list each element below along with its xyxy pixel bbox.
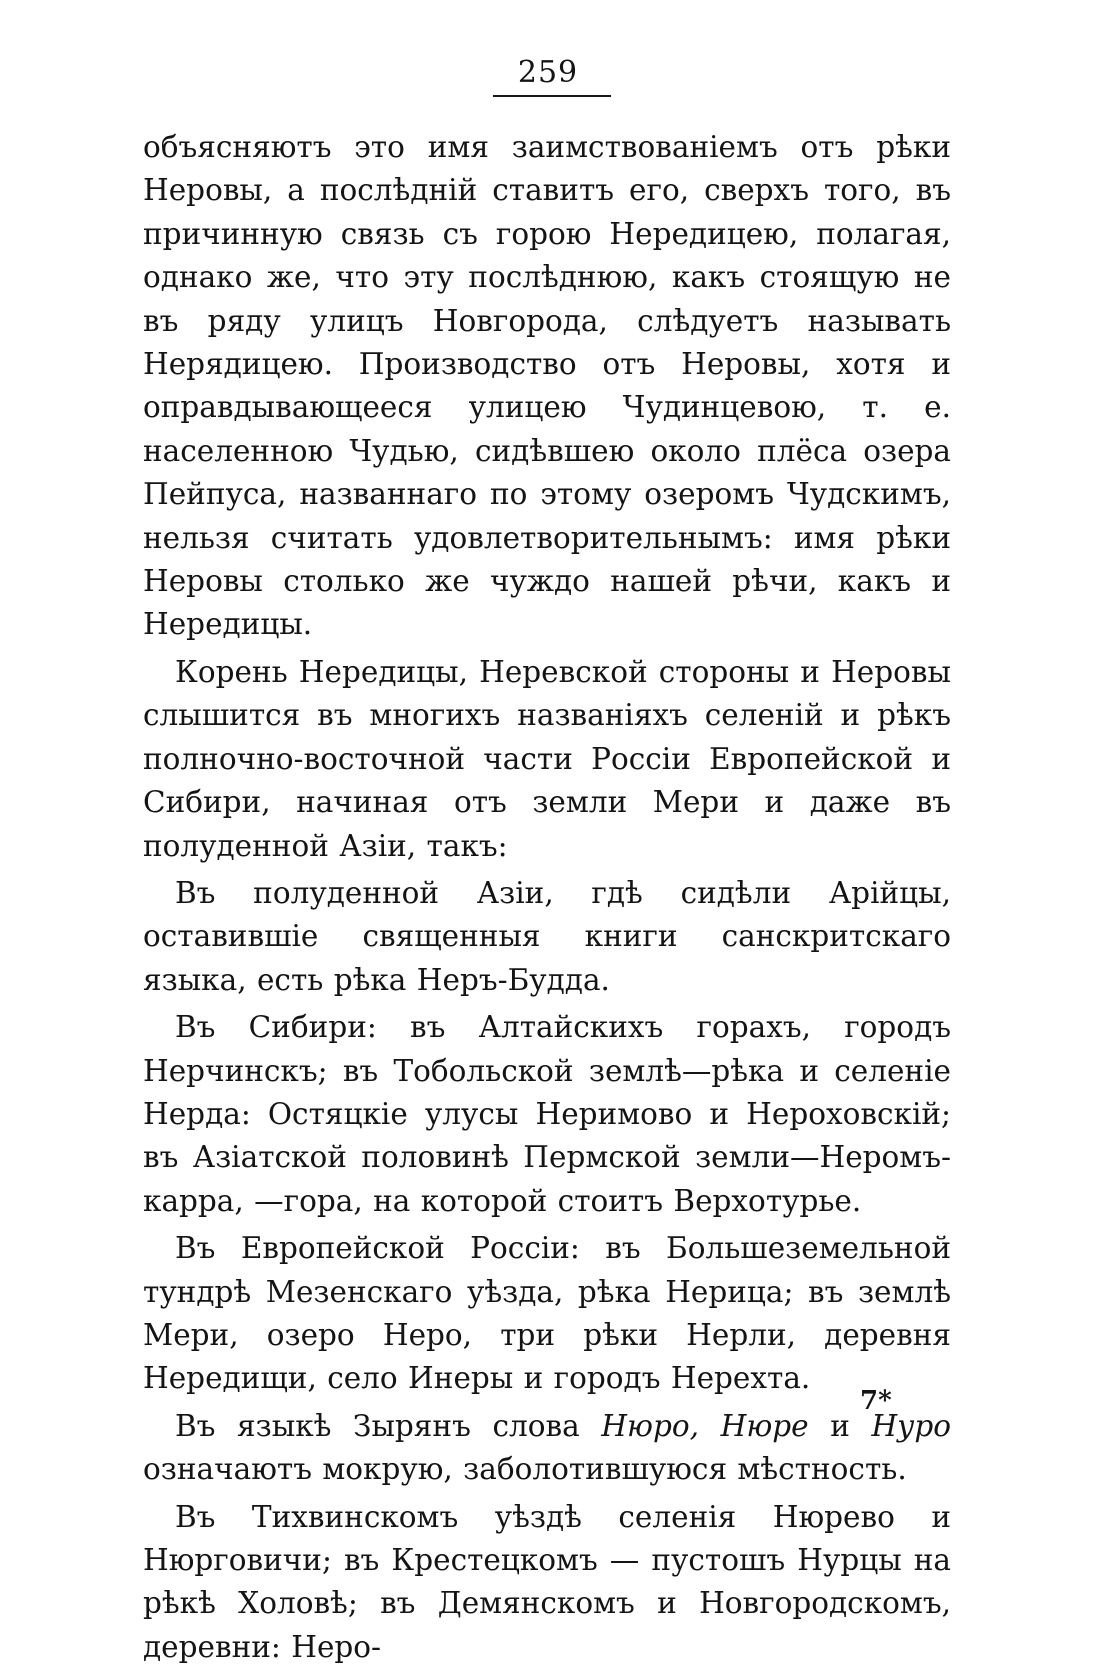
paragraph-text: означаютъ мокрую, заболотившуюся мѣстность. bbox=[143, 1452, 907, 1487]
header-rule bbox=[493, 95, 611, 97]
paragraph-text: Въ языкѣ Зырянъ слова bbox=[175, 1408, 602, 1443]
body-text bbox=[143, 126, 951, 1673]
paragraph bbox=[143, 1405, 951, 1492]
paragraph-continued bbox=[143, 126, 951, 647]
signature-mark: 7* bbox=[860, 1386, 892, 1416]
paragraph-text: Въ Европейской Россіи: въ Большеземельной тундрѣ Мезенскаго уѣзда, рѣка Нерица; въ землѣ Мери, озеро Неро, три рѣки Нерли, деревня Нередищи, село Инеры и городъ Нерехта. bbox=[143, 1231, 951, 1396]
page-number: 259 bbox=[517, 55, 579, 90]
paragraph-text: Корень Нередицы, Неревской стороны и Неровы слышится въ многихъ названіяхъ селеній и рѣкъ полночно-восточной части Россіи Европейской и Сибири, начиная отъ земли Мери и даже въ полуденной Азіи, такъ: bbox=[143, 654, 951, 863]
italic-term: Нуро bbox=[871, 1408, 951, 1443]
paragraph-text: Въ Тихвинскомъ уѣздѣ селенія Нюрево и Нюрговичи; въ Крестецкомъ — пустошъ Нурцы на рѣкѣ Холовѣ; въ Демянскомъ и Новгородскомъ, деревни: Неро- bbox=[143, 1499, 951, 1664]
paragraph bbox=[143, 1227, 951, 1401]
paragraph-text: и bbox=[808, 1408, 872, 1443]
paragraph bbox=[143, 1006, 951, 1223]
paragraph-text: Въ Сибири: въ Алтайскихъ горахъ, городъ Нерчинскъ; въ Тобольской землѣ—рѣка и селеніе Нерда: Остяцкіе улусы Неримово и Нероховскій; въ Азіатской половинѣ Пермской земли—Неромъ-карра, —гора, на которой стоитъ Верхотурье. bbox=[143, 1010, 951, 1218]
paragraph-text: объясняютъ это имя заимствованіемъ отъ рѣки Неровы, а послѣдній ставитъ его, сверхъ того, въ причинную связь съ горою Нередицею, полагая, однако же, что эту послѣднюю, какъ стоящую не въ ряду улицъ Новгорода, слѣдуетъ называть Нерядицею. Производство отъ Неровы, хотя и оправдывающееся улицею Чудинцевою, т. е. населенною Чудью, сидѣвшею около плёса озера Пейпуса, названнаго по этому озеромъ Чудскимъ, нельзя считать удовлетворительнымъ: имя рѣки Неровы столько же чуждо нашей рѣчи, какъ и Нередицы. bbox=[143, 130, 951, 642]
paragraph bbox=[143, 1496, 951, 1670]
paragraph bbox=[143, 872, 951, 1002]
paragraph bbox=[143, 651, 951, 868]
italic-term: Нюро, Нюре bbox=[601, 1408, 809, 1443]
paragraph-text: Въ полуденной Азіи, гдѣ сидѣли Арійцы, оставившіе священныя книги санскритскаго языка, есть рѣка Неръ-Будда. bbox=[143, 875, 951, 997]
